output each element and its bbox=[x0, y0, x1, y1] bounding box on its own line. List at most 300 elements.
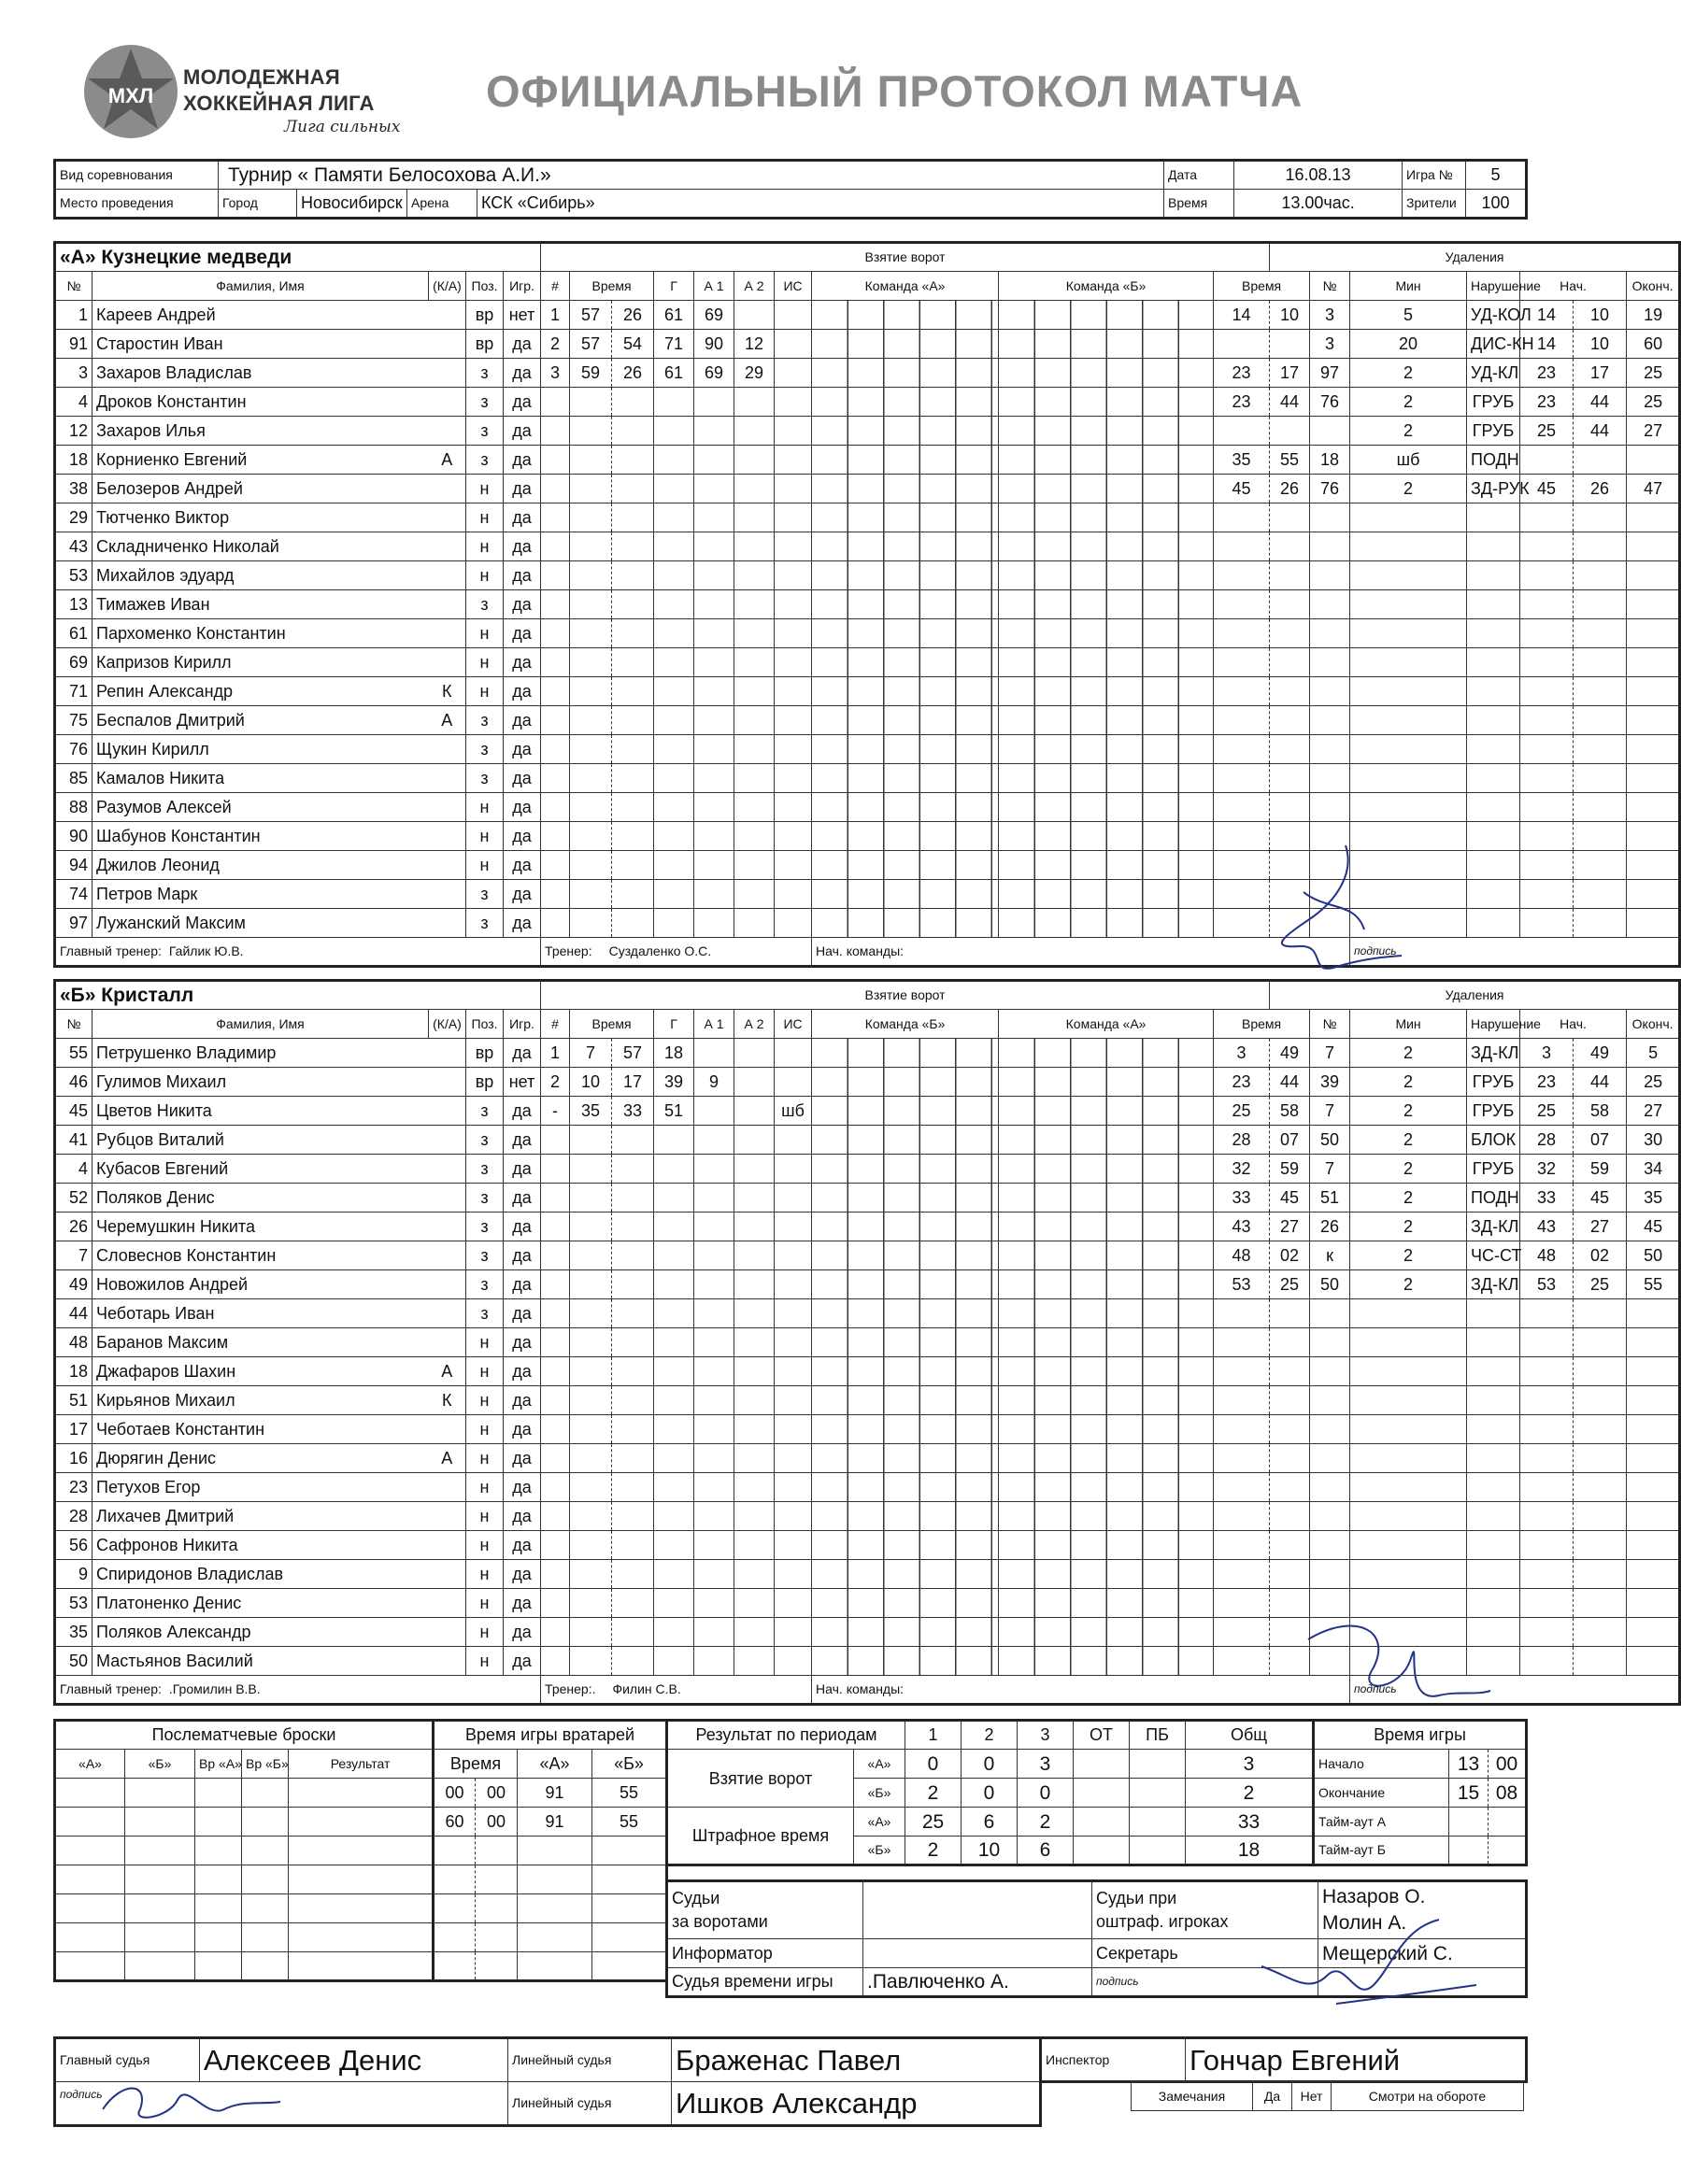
goal-cell bbox=[734, 1213, 775, 1241]
goals-title: Взятие ворот bbox=[541, 243, 1270, 272]
player-role bbox=[429, 1415, 466, 1444]
penalty-cell: 35 bbox=[1627, 1184, 1680, 1213]
goal-grid-cell bbox=[812, 909, 999, 938]
player-row bbox=[55, 793, 1680, 822]
goalie-cell: 55 bbox=[592, 1808, 667, 1837]
goal-cell bbox=[694, 417, 734, 446]
penalty-cell bbox=[1270, 1589, 1310, 1618]
player-name: Михайлов эдуард bbox=[93, 561, 429, 590]
penalty-cell bbox=[1214, 330, 1270, 359]
goal-cell: 7 bbox=[570, 1039, 612, 1068]
goal-cell: 12 bbox=[734, 330, 775, 359]
penalty-cell bbox=[1270, 822, 1310, 851]
goal-cell: 54 bbox=[612, 330, 654, 359]
goal-cell bbox=[734, 475, 775, 503]
player-row bbox=[55, 446, 1680, 475]
penalty-cell bbox=[1627, 793, 1680, 822]
penalty-cell bbox=[1627, 532, 1680, 561]
penalty-cell: БЛОК bbox=[1467, 1126, 1520, 1155]
penalties-title: Удаления bbox=[1270, 981, 1680, 1010]
player-row bbox=[55, 561, 1680, 590]
col-header: Поз. bbox=[466, 1010, 504, 1039]
goal-cell bbox=[612, 619, 654, 648]
penalty-cell: 26 bbox=[1574, 475, 1627, 503]
goal-cell bbox=[775, 1126, 812, 1155]
goal-cell bbox=[734, 1039, 775, 1068]
penalty-cell bbox=[1214, 561, 1270, 590]
goal-cell bbox=[541, 909, 570, 938]
trainer bbox=[541, 1676, 812, 1705]
goal-cell bbox=[734, 1241, 775, 1270]
goal-grid-cell bbox=[812, 764, 999, 793]
goal-cell: 2 bbox=[541, 330, 570, 359]
penalty-cell: 39 bbox=[1310, 1068, 1350, 1097]
penalty-cell bbox=[1467, 1473, 1520, 1502]
penalty-cell bbox=[1574, 851, 1627, 880]
penalty-cell: 25 bbox=[1520, 417, 1574, 446]
goal-grid-cell bbox=[999, 1647, 1214, 1676]
penalty-cell: 58 bbox=[1574, 1097, 1627, 1126]
player-played: да bbox=[504, 1357, 541, 1386]
penalty-cell bbox=[1520, 1299, 1574, 1328]
goal-cell bbox=[654, 1328, 694, 1357]
penalty-cell bbox=[1214, 619, 1270, 648]
goal-cell: 1 bbox=[541, 301, 570, 330]
player-played: да bbox=[504, 1241, 541, 1270]
player-role bbox=[429, 359, 466, 388]
goal-cell: 18 bbox=[654, 1039, 694, 1068]
penalty-cell bbox=[1270, 851, 1310, 880]
col-header: Время bbox=[1214, 1010, 1310, 1039]
goal-cell bbox=[775, 1213, 812, 1241]
goal-grid-cell bbox=[999, 1473, 1214, 1502]
league-logo bbox=[78, 39, 452, 151]
penalty-cell bbox=[1214, 1589, 1270, 1618]
goal-cell bbox=[775, 1444, 812, 1473]
player-name: Лужанский Максим bbox=[93, 909, 429, 938]
game-time-hours: 15 bbox=[1449, 1779, 1489, 1808]
penalty-cell bbox=[1574, 735, 1627, 764]
goal-grid-cell bbox=[812, 648, 999, 677]
player-played: да bbox=[504, 851, 541, 880]
goal-grid-cell bbox=[999, 822, 1214, 851]
penalty-cell: ГРУБ bbox=[1467, 417, 1520, 446]
goal-cell bbox=[734, 1097, 775, 1126]
penalty-cell: 25 bbox=[1627, 388, 1680, 417]
goal-cell bbox=[570, 1473, 612, 1502]
penalty-cell bbox=[1574, 1299, 1627, 1328]
goal-cell bbox=[570, 1618, 612, 1647]
penalty-cell bbox=[1270, 330, 1310, 359]
penalty-cell: 30 bbox=[1627, 1126, 1680, 1155]
game-time-minutes: 00 bbox=[1489, 1750, 1527, 1779]
goal-cell bbox=[654, 880, 694, 909]
goal-cell bbox=[654, 1473, 694, 1502]
shootout-cell bbox=[125, 1837, 195, 1865]
penalty-cell: 55 bbox=[1270, 446, 1310, 475]
penalty-cell bbox=[1310, 1386, 1350, 1415]
goal-cell bbox=[541, 735, 570, 764]
shootout-cell bbox=[195, 1952, 242, 1981]
period-col: Общ bbox=[1186, 1721, 1314, 1750]
player-number: 85 bbox=[55, 764, 93, 793]
goal-grid-cell bbox=[999, 909, 1214, 938]
col-header: Команда «Б» bbox=[999, 272, 1214, 301]
penalty-cell: 45 bbox=[1214, 475, 1270, 503]
goalie-cell bbox=[476, 1923, 518, 1952]
goal-grid-cell bbox=[999, 1444, 1214, 1473]
penalty-cell: 28 bbox=[1520, 1126, 1574, 1155]
player-number: 61 bbox=[55, 619, 93, 648]
goal-cell bbox=[654, 1560, 694, 1589]
player-role: К bbox=[429, 1386, 466, 1415]
penalty-cell bbox=[1310, 1589, 1350, 1618]
penalty-cell bbox=[1574, 1502, 1627, 1531]
penalty-cell bbox=[1627, 909, 1680, 938]
penalty-cell bbox=[1310, 1328, 1350, 1357]
penalty-cell: 2 bbox=[1350, 1241, 1467, 1270]
penalty-cell bbox=[1270, 880, 1310, 909]
penalty-cell bbox=[1467, 851, 1520, 880]
player-row bbox=[55, 388, 1680, 417]
remarks-yes[interactable]: Да bbox=[1253, 2082, 1292, 2111]
goal-cell bbox=[654, 1502, 694, 1531]
penalty-cell bbox=[1310, 619, 1350, 648]
goal-cell bbox=[734, 1473, 775, 1502]
player-name: Спиридонов Владислав bbox=[93, 1560, 429, 1589]
player-number: 56 bbox=[55, 1531, 93, 1560]
penalty-cell bbox=[1350, 1531, 1467, 1560]
player-role bbox=[429, 1039, 466, 1068]
player-position: н bbox=[466, 1502, 504, 1531]
penalty-cell bbox=[1350, 1444, 1467, 1473]
col-header: ИС bbox=[775, 272, 812, 301]
trainer-name: Суздаленко О.С. bbox=[608, 943, 712, 958]
game-time-minutes: 08 bbox=[1489, 1779, 1527, 1808]
player-role bbox=[429, 1097, 466, 1126]
goal-cell bbox=[775, 1502, 812, 1531]
player-played: нет bbox=[504, 301, 541, 330]
goal-cell bbox=[654, 909, 694, 938]
goal-cell bbox=[541, 1155, 570, 1184]
goalie-cell bbox=[518, 1923, 592, 1952]
goal-grid-cell bbox=[812, 1270, 999, 1299]
penalty-cell: 35 bbox=[1214, 446, 1270, 475]
col-header: Поз. bbox=[466, 272, 504, 301]
total-value: 2 bbox=[1186, 1779, 1314, 1808]
penalty-cell bbox=[1520, 1473, 1574, 1502]
goal-grid-cell bbox=[999, 1386, 1214, 1415]
timekeeper-name: .Павлюченко А. bbox=[863, 1968, 1092, 1997]
penalty-cell: 45 bbox=[1574, 1184, 1627, 1213]
goal-cell bbox=[612, 1299, 654, 1328]
goal-cell bbox=[694, 706, 734, 735]
shootout-cell bbox=[289, 1923, 434, 1952]
player-name: Дроков Константин bbox=[93, 388, 429, 417]
goalie-title: Время игры вратарей bbox=[434, 1721, 667, 1750]
goal-cell bbox=[570, 909, 612, 938]
player-role bbox=[429, 1328, 466, 1357]
penalty-cell bbox=[1574, 1531, 1627, 1560]
goal-cell bbox=[694, 590, 734, 619]
goal-grid-cell bbox=[999, 388, 1214, 417]
remarks-no[interactable]: Нет bbox=[1292, 2082, 1332, 2111]
goalie-cell: 91 bbox=[518, 1808, 592, 1837]
secretary-name: Мещерский С. bbox=[1318, 1939, 1527, 1968]
period-value: 6 bbox=[1018, 1837, 1074, 1865]
col-header: Нарушение bbox=[1467, 1010, 1520, 1039]
goal-cell bbox=[541, 1415, 570, 1444]
penalty-cell: 2 bbox=[1350, 359, 1467, 388]
player-position: з bbox=[466, 1213, 504, 1241]
penalty-cell: 44 bbox=[1270, 388, 1310, 417]
goal-cell bbox=[570, 388, 612, 417]
penalty-cell bbox=[1574, 619, 1627, 648]
goal-cell: 9 bbox=[694, 1068, 734, 1097]
goal-cell bbox=[612, 1155, 654, 1184]
col-header: (К/А) bbox=[429, 1010, 466, 1039]
penalty-cell bbox=[1310, 1357, 1350, 1386]
penalty-cell: 27 bbox=[1627, 1097, 1680, 1126]
goal-cell bbox=[734, 561, 775, 590]
penalty-cell: к bbox=[1310, 1241, 1350, 1270]
goal-cell bbox=[734, 619, 775, 648]
player-role bbox=[429, 648, 466, 677]
goal-cell bbox=[775, 1618, 812, 1647]
goal-cell bbox=[694, 1415, 734, 1444]
goal-cell: 33 bbox=[612, 1097, 654, 1126]
penalty-cell: 50 bbox=[1310, 1126, 1350, 1155]
goal-grid-cell bbox=[812, 1299, 999, 1328]
player-number: 76 bbox=[55, 735, 93, 764]
goal-cell bbox=[775, 1328, 812, 1357]
penalty-cell: 48 bbox=[1214, 1241, 1270, 1270]
penalty-cell bbox=[1214, 1647, 1270, 1676]
shootout-cell bbox=[55, 1865, 125, 1894]
goal-cell bbox=[570, 735, 612, 764]
penalty-cell bbox=[1574, 590, 1627, 619]
penalty-cell: 23 bbox=[1520, 388, 1574, 417]
goal-cell bbox=[541, 1241, 570, 1270]
player-position: з bbox=[466, 1097, 504, 1126]
col-header: Команда «Б» bbox=[812, 1010, 999, 1039]
penalty-cell bbox=[1627, 1589, 1680, 1618]
penalty-cell: 43 bbox=[1520, 1213, 1574, 1241]
goal-cell bbox=[612, 561, 654, 590]
period-value: 6 bbox=[962, 1808, 1018, 1837]
game-time-label: Начало bbox=[1314, 1750, 1449, 1779]
goal-cell bbox=[612, 677, 654, 706]
penalty-cell bbox=[1350, 648, 1467, 677]
trainer-name: Филин С.В. bbox=[612, 1681, 681, 1696]
goalie-cell bbox=[592, 1837, 667, 1865]
goal-grid-cell bbox=[999, 1328, 1214, 1357]
total-value: 18 bbox=[1186, 1837, 1314, 1865]
player-played: да bbox=[504, 1213, 541, 1241]
pb-value bbox=[1130, 1837, 1186, 1865]
team-B-table bbox=[53, 979, 1681, 1706]
penalty-cell bbox=[1310, 706, 1350, 735]
penalty-cell: 2 bbox=[1350, 475, 1467, 503]
player-role bbox=[429, 1213, 466, 1241]
penalty-cell bbox=[1310, 1473, 1350, 1502]
col-header: А 2 bbox=[734, 272, 775, 301]
goal-cell bbox=[654, 1444, 694, 1473]
player-role bbox=[429, 1647, 466, 1676]
shootout-cell bbox=[195, 1808, 242, 1837]
goal-cell bbox=[612, 1647, 654, 1676]
player-row bbox=[55, 590, 1680, 619]
player-played: да bbox=[504, 648, 541, 677]
goal-cell bbox=[541, 1444, 570, 1473]
goal-cell bbox=[612, 880, 654, 909]
player-role bbox=[429, 1184, 466, 1213]
penalty-cell bbox=[1467, 1589, 1520, 1618]
penalty-cell: 32 bbox=[1214, 1155, 1270, 1184]
goal-cell bbox=[734, 1531, 775, 1560]
goal-judges-label bbox=[667, 1881, 863, 1939]
penalty-cell: ГРУБ bbox=[1467, 388, 1520, 417]
penalty-cell bbox=[1270, 1357, 1310, 1386]
player-row bbox=[55, 532, 1680, 561]
player-played: да bbox=[504, 1473, 541, 1502]
penalty-cell bbox=[1467, 764, 1520, 793]
penalty-cell: 48 bbox=[1520, 1241, 1574, 1270]
penalty-cell: ГРУБ bbox=[1467, 1155, 1520, 1184]
player-role bbox=[429, 880, 466, 909]
penalty-cell: 18 bbox=[1310, 446, 1350, 475]
player-number: 7 bbox=[55, 1241, 93, 1270]
goal-grid-cell bbox=[812, 561, 999, 590]
goal-grid-cell bbox=[999, 1097, 1214, 1126]
document-title: ОФИЦИАЛЬНЫЙ ПРОТОКОЛ МАТЧА bbox=[486, 66, 1303, 116]
goal-grid-cell bbox=[812, 388, 999, 417]
goal-cell bbox=[541, 880, 570, 909]
penalty-cell bbox=[1214, 764, 1270, 793]
penalty-cell: 51 bbox=[1310, 1184, 1350, 1213]
goal-cell bbox=[775, 677, 812, 706]
goal-cell bbox=[570, 1589, 612, 1618]
penalty-cell bbox=[1310, 417, 1350, 446]
goal-grid-cell bbox=[999, 1299, 1214, 1328]
player-name: Капризов Кирилл bbox=[93, 648, 429, 677]
penalty-cell bbox=[1574, 909, 1627, 938]
goal-cell bbox=[570, 648, 612, 677]
penalty-cell: 45 bbox=[1520, 475, 1574, 503]
player-name: Корниенко Евгений bbox=[93, 446, 429, 475]
penalty-cell: 23 bbox=[1214, 359, 1270, 388]
penalty-cell bbox=[1520, 590, 1574, 619]
penalty-cell: 44 bbox=[1270, 1068, 1310, 1097]
penalty-cell: 17 bbox=[1574, 359, 1627, 388]
goalie-cell bbox=[518, 1837, 592, 1865]
goal-cell bbox=[734, 1618, 775, 1647]
penalty-cell bbox=[1214, 1357, 1270, 1386]
period-value: 3 bbox=[1018, 1750, 1074, 1779]
goal-grid-cell bbox=[812, 706, 999, 735]
goal-cell bbox=[775, 590, 812, 619]
col-header: Игр. bbox=[504, 1010, 541, 1039]
goalie-col: «А» bbox=[518, 1750, 592, 1779]
penalty-cell bbox=[1350, 677, 1467, 706]
player-name: Петухов Егор bbox=[93, 1473, 429, 1502]
goal-cell bbox=[775, 706, 812, 735]
goalie-cell bbox=[592, 1894, 667, 1923]
goal-cell bbox=[694, 1560, 734, 1589]
goal-cell bbox=[654, 764, 694, 793]
penalty-cell bbox=[1520, 735, 1574, 764]
player-role bbox=[429, 1126, 466, 1155]
line-ref1-label: Линейный судья bbox=[508, 2038, 672, 2082]
penalty-cell bbox=[1520, 909, 1574, 938]
player-played: да bbox=[504, 1589, 541, 1618]
sign-cell bbox=[1318, 1968, 1527, 1997]
penalty-cell bbox=[1350, 880, 1467, 909]
player-row bbox=[55, 1473, 1680, 1502]
player-name: Шабунов Константин bbox=[93, 822, 429, 851]
player-name: Джилов Леонид bbox=[93, 851, 429, 880]
goal-cell bbox=[775, 388, 812, 417]
goal-cell bbox=[734, 1560, 775, 1589]
player-number: 18 bbox=[55, 1357, 93, 1386]
penalty-cell bbox=[1214, 417, 1270, 446]
goal-cell bbox=[734, 1647, 775, 1676]
goal-cell bbox=[654, 735, 694, 764]
penalty-cell bbox=[1627, 561, 1680, 590]
player-position: н bbox=[466, 1589, 504, 1618]
penalty-cell bbox=[1350, 561, 1467, 590]
goal-cell bbox=[734, 1184, 775, 1213]
penalty-cell: 49 bbox=[1270, 1039, 1310, 1068]
penalty-cell bbox=[1520, 446, 1574, 475]
penalty-cell bbox=[1627, 735, 1680, 764]
player-number: 74 bbox=[55, 880, 93, 909]
player-number: 52 bbox=[55, 1184, 93, 1213]
goal-cell bbox=[654, 590, 694, 619]
goal-cell bbox=[654, 475, 694, 503]
goal-cell: 61 bbox=[654, 359, 694, 388]
penalty-cell bbox=[1350, 1502, 1467, 1531]
goal-cell bbox=[612, 1560, 654, 1589]
player-role: А bbox=[429, 706, 466, 735]
goal-cell: 90 bbox=[694, 330, 734, 359]
player-role bbox=[429, 1589, 466, 1618]
goal-cell: 57 bbox=[570, 330, 612, 359]
goal-grid-cell bbox=[812, 677, 999, 706]
goal-cell bbox=[734, 301, 775, 330]
player-row bbox=[55, 301, 1680, 330]
penalty-cell bbox=[1467, 706, 1520, 735]
player-position: з bbox=[466, 1299, 504, 1328]
goalie-cell bbox=[476, 1865, 518, 1894]
player-row bbox=[55, 909, 1680, 938]
goal-cell bbox=[541, 503, 570, 532]
penalty-cell: 14 bbox=[1520, 301, 1574, 330]
penalty-cell bbox=[1627, 1531, 1680, 1560]
player-name: Кареев Андрей bbox=[93, 301, 429, 330]
goal-cell bbox=[541, 1299, 570, 1328]
player-number: 91 bbox=[55, 330, 93, 359]
player-number: 55 bbox=[55, 1039, 93, 1068]
player-number: 17 bbox=[55, 1415, 93, 1444]
penalty-cell bbox=[1350, 735, 1467, 764]
goal-cell bbox=[612, 1386, 654, 1415]
goal-cell bbox=[694, 1647, 734, 1676]
penalty-cell: 02 bbox=[1574, 1241, 1627, 1270]
penalty-cell bbox=[1467, 1647, 1520, 1676]
goal-cell bbox=[612, 1126, 654, 1155]
penalty-cell: 14 bbox=[1520, 330, 1574, 359]
